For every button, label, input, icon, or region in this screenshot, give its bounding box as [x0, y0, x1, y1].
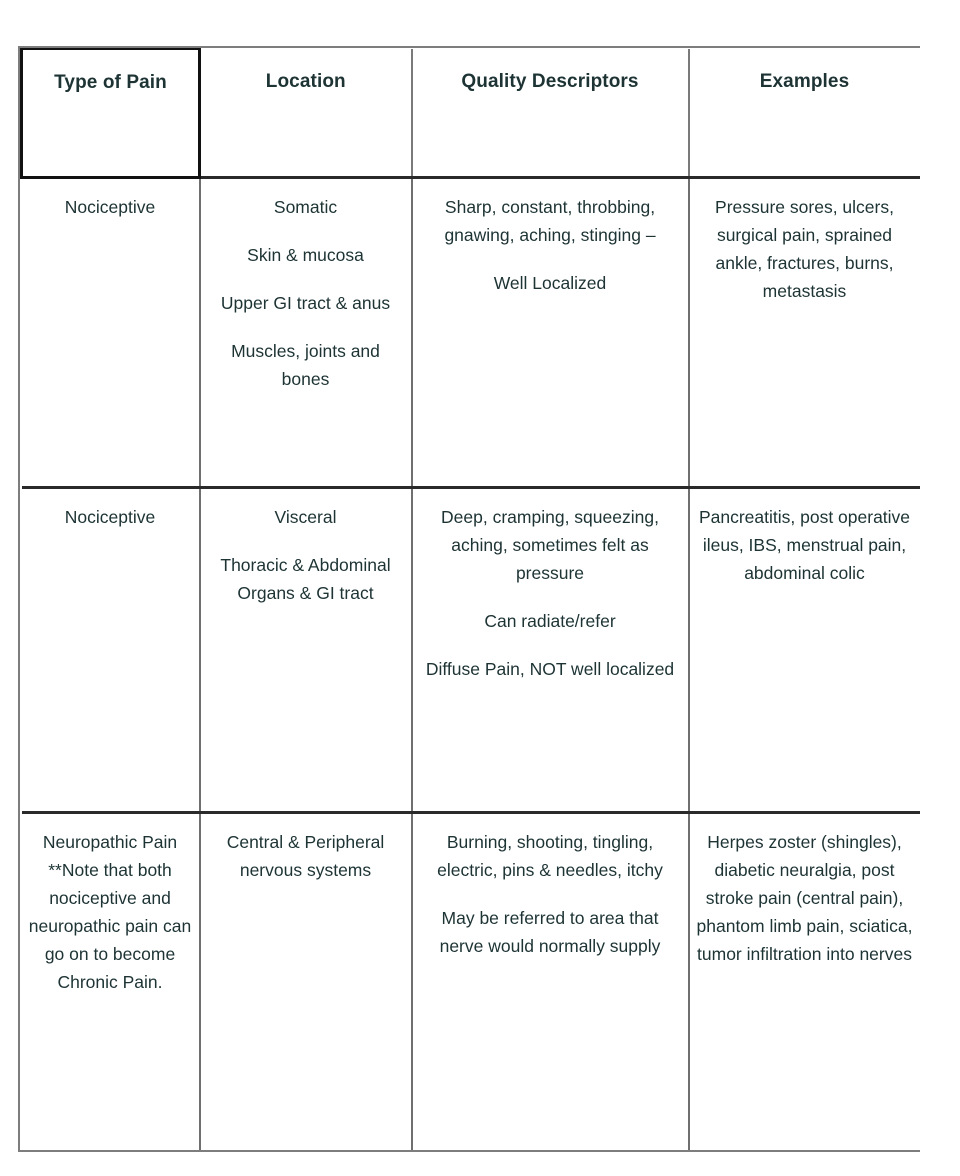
column-header-label: Location [265, 71, 346, 92]
location-line: Upper GI tract & anus [220, 292, 391, 313]
pain-classification-table [20, 48, 920, 1150]
examples-line: Herpes zoster (shingles), diabetic neuralgia, post stroke pain (central pain), phantom limb pain, sciatica, tumor infiltration into nerves [696, 832, 913, 965]
cell-location [200, 488, 412, 813]
table-header-row [22, 49, 920, 177]
location-line: Thoracic & Abdominal Organs & GI tract [220, 555, 391, 604]
quality-line: Deep, cramping, squeezing, aching, sometimes felt as pressure [441, 507, 659, 584]
pain-type-label: Neuropathic Pain [42, 832, 178, 853]
location-line: Somatic [273, 196, 338, 217]
pain-classification-table-container [18, 46, 920, 1152]
cell-content [22, 489, 199, 539]
pain-type-label: Nociceptive [64, 196, 156, 217]
examples-line: Pressure sores, ulcers, surgical pain, sprained ankle, fractures, burns, metastasis [715, 196, 894, 301]
cell-examples [689, 813, 920, 1150]
quality-line: Can radiate/refer [484, 611, 616, 632]
cell-content [690, 489, 920, 595]
table-row [22, 177, 920, 488]
cell-quality-descriptors [412, 488, 689, 813]
column-header-label: Type of Pain [54, 72, 167, 93]
cell-quality-descriptors [412, 177, 689, 488]
cell-content [201, 814, 411, 892]
quality-line: Diffuse Pain, NOT well localized [425, 659, 675, 680]
column-header-examples [689, 49, 920, 177]
cell-type-of-pain [22, 488, 200, 813]
location-line: Muscles, joints and bones [231, 340, 380, 389]
column-header-type-of-pain [22, 49, 200, 177]
cell-location [200, 813, 412, 1150]
cell-content [22, 179, 199, 229]
cell-quality-descriptors [412, 813, 689, 1150]
cell-content [201, 489, 411, 615]
cell-type-of-pain [22, 177, 200, 488]
table-row [22, 813, 920, 1150]
cell-content [690, 814, 920, 976]
location-line: Skin & mucosa [247, 244, 364, 265]
quality-line: Sharp, constant, throbbing, gnawing, aching, stinging – [444, 196, 656, 245]
quality-line: Well Localized [493, 272, 607, 293]
cell-content [413, 489, 688, 691]
table-row [22, 488, 920, 813]
column-header-location [200, 49, 412, 177]
quality-line: Burning, shooting, tingling, electric, pins & needles, itchy [437, 832, 663, 881]
column-header-label: Quality Descriptors [461, 71, 639, 92]
cell-examples [689, 488, 920, 813]
examples-line: Pancreatitis, post operative ileus, IBS, menstrual pain, abdominal colic [698, 507, 911, 584]
cell-type-of-pain [22, 813, 200, 1150]
cell-content [413, 179, 688, 305]
cell-content [201, 179, 411, 401]
cell-content [413, 814, 688, 968]
table-header [22, 49, 920, 177]
cell-examples [689, 177, 920, 488]
pain-type-label: Nociceptive [64, 507, 156, 528]
quality-line: May be referred to area that nerve would normally supply [439, 908, 661, 957]
cell-content [22, 814, 199, 1004]
column-header-quality-descriptors [412, 49, 689, 177]
chronic-pain-note: **Note that both nociceptive and neuropathic pain can go on to become Chronic Pain. [28, 860, 192, 993]
cell-content [690, 179, 920, 313]
location-line: Central & Peripheral nervous systems [226, 832, 385, 881]
column-header-label: Examples [759, 71, 850, 92]
table-body [22, 177, 920, 1150]
cell-location [200, 177, 412, 488]
location-line: Visceral [274, 507, 337, 528]
